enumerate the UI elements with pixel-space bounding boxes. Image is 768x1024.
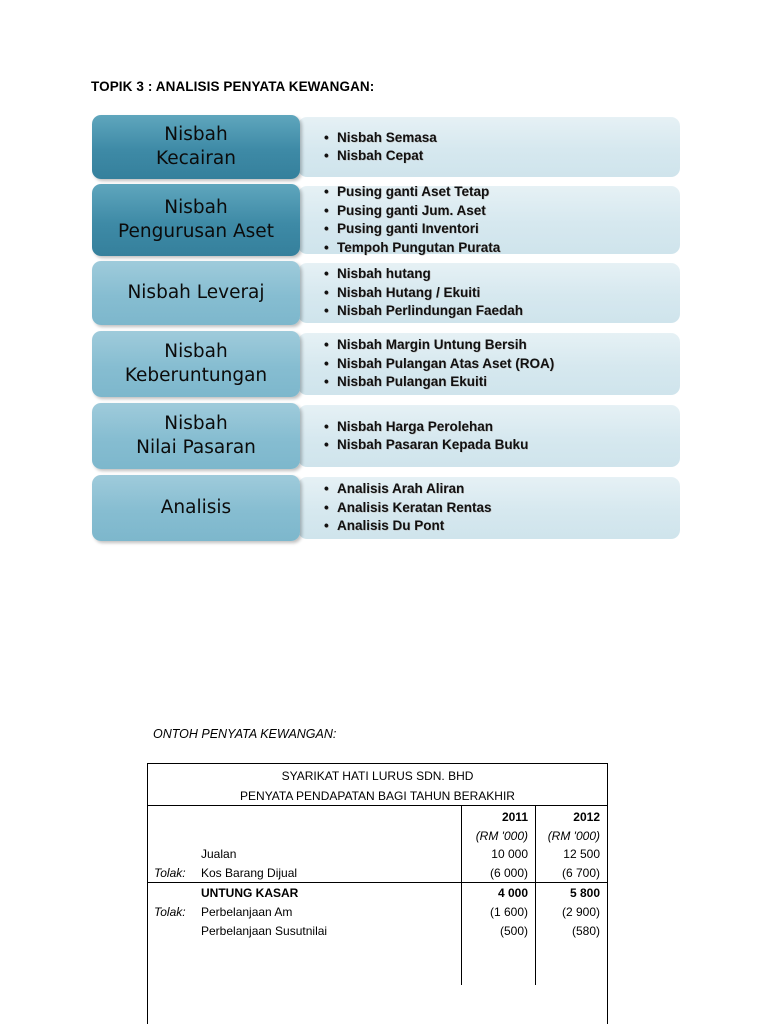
list-item: • Pusing ganti Inventori bbox=[324, 221, 479, 236]
unit-header: (RM '000) bbox=[475, 829, 528, 843]
category-tile: Nisbah Leveraj bbox=[92, 261, 300, 325]
row-value-2012: (580) bbox=[571, 924, 600, 938]
income-statement-table bbox=[147, 763, 608, 1024]
category-tile: Nisbah Pengurusan Aset bbox=[92, 184, 300, 256]
category-tile: Nisbah Kecairan bbox=[92, 115, 300, 179]
example-title: ONTOH PENYATA KEWANGAN: bbox=[153, 727, 337, 741]
category-items bbox=[324, 475, 670, 541]
category-items bbox=[324, 184, 670, 256]
list-item: • Analisis Keratan Rentas bbox=[324, 499, 492, 515]
company-name: SYARIKAT HATI LURUS SDN. BHD bbox=[281, 769, 474, 783]
list-item: • Nisbah hutang bbox=[324, 266, 431, 282]
category-tile: Nisbah Nilai Pasaran bbox=[92, 403, 300, 469]
row-value-2012: 5 800 bbox=[569, 886, 600, 900]
category-items bbox=[324, 331, 670, 397]
table-divider bbox=[148, 805, 607, 806]
unit-header: (RM '000) bbox=[547, 829, 600, 843]
year-header: 2012 bbox=[573, 810, 600, 824]
list-item: • Nisbah Harga Perolehan bbox=[324, 418, 494, 434]
page-heading: TOPIK 3 : ANALISIS PENYATA KEWANGAN: bbox=[91, 79, 375, 94]
row-label: Jualan bbox=[201, 847, 237, 861]
table-divider bbox=[148, 882, 607, 883]
list-item: • Analisis Du Pont bbox=[324, 518, 445, 534]
row-value-2012: 12 500 bbox=[563, 847, 600, 861]
list-item: • Pusing ganti Aset Tetap bbox=[324, 184, 490, 199]
list-item: • Tempoh Pungutan Purata bbox=[324, 239, 501, 255]
list-item: • Nisbah Semasa bbox=[324, 129, 437, 145]
list-item: • Nisbah Cepat bbox=[324, 148, 424, 163]
year-header: 2011 bbox=[501, 810, 528, 824]
list-item: • Nisbah Pulangan Atas Aset (ROA) bbox=[324, 355, 555, 371]
list-item: • Nisbah Hutang / Ekuiti bbox=[324, 284, 481, 300]
list-item: • Nisbah Margin Untung Bersih bbox=[324, 337, 527, 353]
row-value-2011: 4 000 bbox=[497, 886, 528, 900]
category-items bbox=[324, 115, 670, 179]
category-row-kecairan bbox=[92, 115, 680, 179]
category-items bbox=[324, 261, 670, 325]
row-label: Kos Barang Dijual bbox=[201, 866, 298, 880]
category-row-leveraj bbox=[92, 261, 680, 325]
row-value-2011: (6 000) bbox=[489, 866, 528, 880]
list-item: • Nisbah Pasaran Kepada Buku bbox=[324, 437, 529, 452]
row-value-2012: (2 900) bbox=[561, 905, 600, 919]
list-item: • Analisis Arah Aliran bbox=[324, 481, 465, 497]
row-prefix: Tolak: bbox=[154, 866, 186, 880]
row-value-2011: (1 600) bbox=[489, 905, 528, 919]
category-row-analisis bbox=[92, 475, 680, 541]
category-tile: Nisbah Keberuntungan bbox=[92, 331, 300, 397]
row-value-2012: (6 700) bbox=[561, 866, 600, 880]
row-label: Perbelanjaan Susutnilai bbox=[201, 924, 328, 938]
row-label: Perbelanjaan Am bbox=[201, 905, 293, 919]
row-prefix: Tolak: bbox=[154, 905, 186, 919]
category-row-keberuntungan bbox=[92, 331, 680, 397]
list-item: • Pusing ganti Jum. Aset bbox=[324, 202, 486, 218]
category-row-nilai-pasaran bbox=[92, 403, 680, 469]
row-label: UNTUNG KASAR bbox=[201, 886, 299, 900]
category-items bbox=[324, 403, 670, 469]
list-item: • Nisbah Perlindungan Faedah bbox=[324, 303, 524, 319]
list-item: • Nisbah Pulangan Ekuiti bbox=[324, 374, 488, 390]
row-value-2011: 10 000 bbox=[491, 847, 528, 861]
category-tile: Analisis bbox=[92, 475, 300, 541]
category-row-pengurusan-aset bbox=[92, 184, 680, 256]
statement-title: PENYATA PENDAPATAN BAGI TAHUN BERAKHIR bbox=[240, 789, 515, 803]
row-value-2011: (500) bbox=[499, 924, 528, 938]
